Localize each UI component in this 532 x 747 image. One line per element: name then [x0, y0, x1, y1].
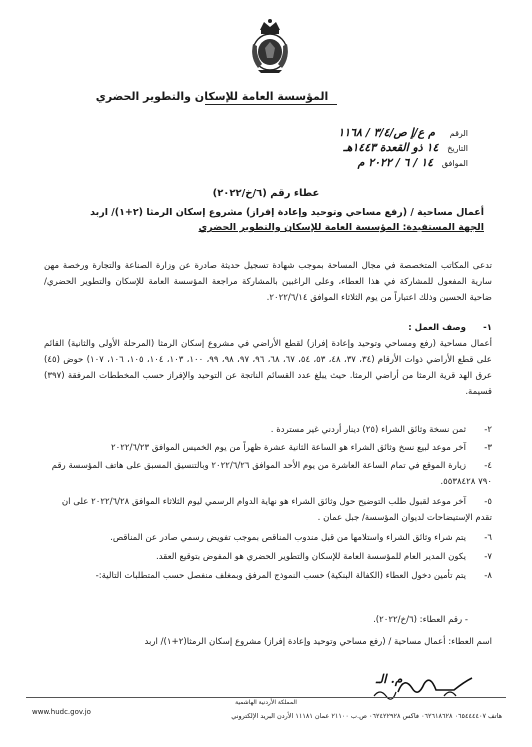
date-label: التاريخ — [447, 144, 468, 153]
item-text: ثمن نسخة وثائق الشراء (٢٥) دينار أردني غير مستردة . — [270, 425, 466, 435]
org-name-underline — [205, 104, 337, 105]
item-text: زيارة الموقع في تمام الساعة العاشرة من يوم الأحد الموافق ٢٠٢٢/٦/٢٦ وبالتنسيق المسبق على هاتف المؤسسة رقم ٧٩٠ ٥٥٣٨٤٢٨. — [51, 461, 492, 487]
date-value: ١٤ ذو القعدة ١٤٤٣هـ — [343, 141, 439, 154]
section1-title: وصف العمل : — [408, 323, 466, 333]
item-number: ٥- — [484, 497, 492, 507]
item-number: ٦- — [484, 533, 492, 543]
date-line — [343, 142, 468, 155]
list-item — [44, 568, 492, 584]
item-number: ٤- — [484, 461, 492, 471]
org-name: المؤسسة العامة للإسكان والتطوير الحضري — [95, 90, 329, 103]
tender-number: عطاء رقم (٦/خ/٢٠٢٢) — [212, 188, 320, 199]
signature-text: م. الـ — [376, 672, 403, 686]
jordan-emblem-logo — [248, 18, 292, 74]
section1-text: أعمال مساحية (رفع ومساحي وتوحيد وإعادة إفراز) لقطع الأراضي في مشروع إسكان الرمثا (المرحلة الأولى والثانية) القائم على قطع الأراضي ذوات الأرقام (٣٤، ٣٧، ٤٨، ٥٣، ٥٤، ٦٧، ٦٨، ٩٦، ٩٧، ٩٨، ٩٩، ١٠٠، ١٠٣، ١٠٤، ١٠٥، ١٠٦، ١٠٧) حوض (٤٥) عرق الهد قرية الرمثا من أراضي الرمثا. حيث يبلغ عدد القسائم الناتجة عن التوحيد والإفراز حسب المخططات المرفقة (٣٩٧) قسيمة. — [44, 339, 492, 397]
section1-heading — [44, 320, 492, 336]
footer-contact: هاتف ٠٦٥٤٤٤٤٠٧ ٠٦٢٦١٨٦٢٨ فاكس ٠٦٢٤٢٢٩٢٨ ص.ب ٢١١٠٠ عمان ١١١٨١ الأردن البريد الإلكتروني — [231, 712, 502, 720]
requirement-text: رقم العطاء: (٦/خ/٢٠٢٢). — [373, 615, 463, 625]
item-text: آخر موعد لقبول طلب التوضيح حول وثائق الشراء هو نهاية الدوام الرسمي ليوم الثلاثاء الموافق ٢٠٢٢/٦/٢٨ على ان تقدم الإستيضاحات لديوان المؤسسة/ جبل عمان . — [61, 497, 492, 523]
list-item — [44, 549, 492, 565]
footer-divider — [26, 697, 506, 698]
corr-value: ١٤ / ٦ / ٢٠٢٢ م — [357, 156, 433, 169]
list-item — [44, 494, 492, 526]
corr-line — [358, 157, 468, 170]
requirement-tender-name: اسم العطاء: أعمال مساحية / (رفع مساحي وتوحيد وإعادة إفراز) مشروع إسكان الرمثا(٢+١)/ اربد — [144, 637, 492, 647]
list-item — [44, 422, 492, 438]
requirement-tender-number — [48, 612, 468, 628]
item-text: يتم تأمين دخول العطاء (الكفالة البنكية) حسب النموذج المرفق وبمغلف منفصل حسب المتطلبات التالية:- — [95, 571, 466, 581]
item-text: يتم شراء وثائق الشراء واستلامها من قبل مندوب المناقص بموجب تفويض رسمي صادر عن المناقص. — [110, 533, 466, 543]
list-item — [44, 458, 492, 490]
intro-paragraph: تدعى المكاتب المتخصصة في مجال المساحة بموجب شهادة تسجيل حديثة صادرة عن وزارة الصناعة والتجارة ورخصة مهن سارية المفعول للمشاركة في هذا العطاء، وعلى الراغبين بالمشاركة مراجعة المؤسسة العامة للإسكان والتطوير الحضري/ضاحية الحسين وذلك اعتباراً من يوم الثلاثاء الموافق ٢٠٢٢/٦/١٤. — [44, 261, 492, 303]
corr-label: الموافق — [441, 159, 468, 168]
tender-subject: أعمال مساحية / (رفع مساحي وتوحيد وإعادة إفراز) مشروع إسكان الرمثا (٢+١)/ اربد — [90, 207, 484, 218]
item-number: ٢- — [484, 425, 492, 435]
item-number: ٨- — [484, 571, 492, 581]
beneficiary-line: الجهة المستفيدة: المؤسسة العامة للإسكان والتطوير الحضري — [198, 222, 484, 233]
ref-label: الرقم — [449, 129, 468, 138]
item-text: آخر موعد لبيع نسخ وثائق الشراء هو الساعة الثانية عشرة ظهراً من يوم الخميس الموافق ٢٠٢٢/٦/٢٣ — [111, 443, 466, 453]
ref-line — [338, 127, 468, 140]
ref-value: م ع/إ ص/٣/٤ / ١١٦٨ — [338, 126, 435, 139]
item-number: ٣- — [484, 443, 492, 453]
list-item — [44, 440, 492, 456]
item-number: ٧- — [484, 552, 492, 562]
footer-country: المملكة الأردنية الهاشمية — [235, 699, 297, 706]
footer-url-link[interactable]: www.hudc.gov.jo — [32, 708, 91, 716]
item-text: يكون المدير العام للمؤسسة العامة للإسكان والتطوير الحضري هو المفوض بتوقيع العقد. — [155, 552, 466, 562]
list-item — [44, 530, 492, 546]
section1-number: ١- — [483, 323, 492, 333]
bullet-icon: - — [462, 615, 468, 625]
